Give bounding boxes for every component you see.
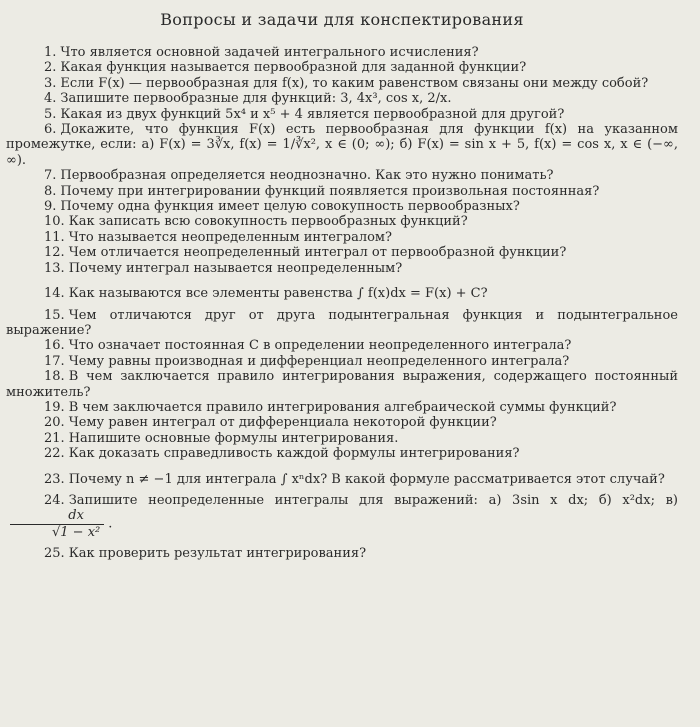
question-text: Что называется неопределенным интегралом? bbox=[68, 229, 393, 245]
question-text: Что является основной задачей интегрального исчисления? bbox=[60, 45, 479, 60]
question-item bbox=[6, 493, 678, 540]
question-item bbox=[6, 107, 678, 122]
question-number: 13. bbox=[44, 260, 65, 276]
question-number: 17. bbox=[44, 353, 65, 369]
question-item bbox=[6, 338, 678, 353]
question-item bbox=[6, 76, 678, 91]
question-item bbox=[6, 415, 678, 430]
question-number: 7. bbox=[44, 168, 57, 184]
question-text: Почему одна функция имеет целую совокупность первообразных? bbox=[60, 199, 520, 215]
question-text: Запишите неопределенные интегралы для выражений: а) 3sin x dx; б) x²dx; в) bbox=[68, 492, 678, 508]
question-text: Если F(x) — первообразная для f(x), то каким равенством связаны они между собой? bbox=[60, 75, 649, 91]
question-text: Чему равен интеграл от дифференциала некоторой функции? bbox=[68, 415, 497, 431]
question-number: 5. bbox=[44, 106, 57, 122]
question-text: Почему n ≠ −1 для интеграла ∫ xⁿdx? В какой формуле рассматривается этот случай? bbox=[68, 471, 665, 487]
question-number: 6. bbox=[44, 122, 57, 138]
question-number: 8. bbox=[44, 183, 57, 199]
question-item bbox=[6, 261, 678, 276]
question-number: 12. bbox=[44, 245, 65, 261]
question-number: 18. bbox=[44, 369, 65, 385]
question-item bbox=[6, 168, 678, 183]
question-number: 15. bbox=[44, 307, 65, 323]
question-number: 25. bbox=[44, 546, 65, 562]
question-text: Какая функция называется первообразной для заданной функции? bbox=[60, 60, 527, 76]
question-text: В чем заключается правило интегрирования выражения, содержащего постоянный множитель? bbox=[6, 369, 678, 400]
question-item bbox=[6, 354, 678, 369]
question-text: Чем отличаются друг от друга подынтегральная функция и подынтегральное выражение? bbox=[6, 307, 678, 338]
question-number: 11. bbox=[44, 229, 65, 245]
question-number: 4. bbox=[44, 91, 57, 107]
question-text: Как проверить результат интегрирования? bbox=[68, 546, 367, 562]
question-item bbox=[6, 214, 678, 229]
question-number: 10. bbox=[44, 214, 65, 230]
question-item bbox=[6, 122, 678, 168]
question-number: 23. bbox=[44, 471, 65, 487]
question-item bbox=[6, 184, 678, 199]
question-number: 19. bbox=[44, 399, 65, 415]
question-text: Чему равны производная и дифференциал неопределенного интеграла? bbox=[68, 353, 570, 369]
fraction-end: . bbox=[108, 516, 113, 532]
question-text: Почему интеграл называется неопределенным? bbox=[68, 260, 403, 276]
question-item bbox=[6, 308, 678, 339]
question-text: Запишите первообразные для функций: 3, 4x³, cos x, 2/x. bbox=[60, 91, 452, 107]
question-number: 22. bbox=[44, 446, 65, 462]
question-item bbox=[6, 400, 678, 415]
question-text: Какая из двух функций 5x⁴ и x⁵ + 4 является первообразной для другой? bbox=[60, 106, 565, 122]
question-number: 3. bbox=[44, 75, 57, 91]
question-text: Первообразная определяется неоднозначно. Как это нужно понимать? bbox=[60, 168, 554, 184]
question-number: 20. bbox=[44, 415, 65, 431]
section-title: Вопросы и задачи для конспектирования bbox=[160, 10, 524, 29]
question-number: 24. bbox=[44, 492, 65, 508]
question-text: В чем заключается правило интегрирования алгебраической суммы функций? bbox=[68, 399, 617, 415]
question-number: 1. bbox=[44, 45, 57, 60]
question-text: Как доказать справедливость каждой формулы интегрирования? bbox=[68, 446, 520, 462]
question-item bbox=[6, 91, 678, 106]
question-number: 16. bbox=[44, 338, 65, 354]
fraction-expression bbox=[10, 508, 104, 540]
question-item bbox=[6, 245, 678, 260]
question-text: Чем отличается неопределенный интеграл от первообразной функции? bbox=[68, 245, 567, 261]
question-text: Почему при интегрировании функций появляется произвольная постоянная? bbox=[60, 183, 600, 199]
question-item bbox=[6, 546, 678, 561]
question-number: 14. bbox=[44, 286, 65, 302]
question-number: 21. bbox=[44, 430, 65, 446]
fraction-numerator: dx bbox=[10, 508, 104, 524]
question-item bbox=[6, 199, 678, 214]
question-item bbox=[6, 45, 678, 60]
question-text: Что означает постоянная C в определении неопределенного интеграла? bbox=[68, 338, 572, 354]
question-item bbox=[6, 230, 678, 245]
question-list bbox=[6, 45, 678, 562]
question-text: Как записать всю совокупность первообразных функций? bbox=[68, 214, 468, 230]
question-item bbox=[6, 60, 678, 75]
question-text: Как называются все элементы равенства ∫ f(x)dx = F(x) + C? bbox=[68, 286, 488, 302]
question-text: Докажите, что функция F(x) есть первообразная для функции f(x) на указанном промежутке, если: а) F(x) = 3∛x, f(x) = 1/∛x², x ∈ (0; ∞); б) F(x) = sin x + 5, f(x) = cos x, x ∈ (−∞, ∞). bbox=[6, 122, 678, 168]
question-item bbox=[6, 369, 678, 400]
question-item bbox=[6, 431, 678, 446]
question-item bbox=[6, 472, 678, 487]
question-item bbox=[6, 446, 678, 461]
question-number: 9. bbox=[44, 199, 57, 215]
question-item bbox=[6, 286, 678, 301]
question-number: 2. bbox=[44, 60, 57, 76]
question-text: Напишите основные формулы интегрирования. bbox=[68, 430, 399, 446]
fraction-denominator: √1 − x² bbox=[52, 524, 101, 540]
